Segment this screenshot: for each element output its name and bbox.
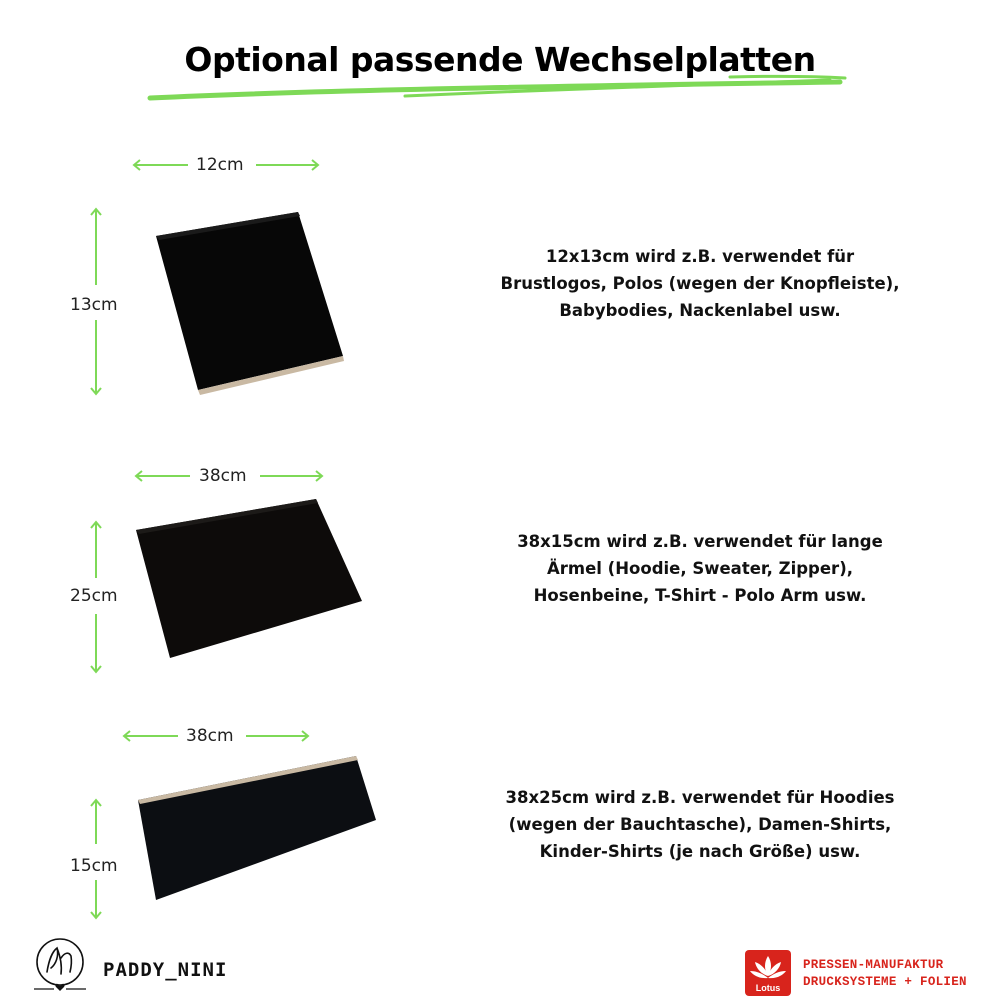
monogram-heart-icon xyxy=(30,934,90,998)
brand-name: PADDY_NINI xyxy=(103,959,228,981)
plate-2-width-label: 38cm xyxy=(199,466,247,486)
plate-3-height-label: 15cm xyxy=(70,856,118,876)
lotus-flower-icon xyxy=(745,952,791,986)
partner-line-2: DRUCKSYSTEME + FOLIEN xyxy=(803,975,967,989)
plate-2-description: 38x15cm wird z.B. verwendet für lange Ärmel (Hoodie, Sweater, Zipper), Hosenbeine, T-Shirt - Polo Arm usw. xyxy=(517,532,883,605)
plate-1-width-label: 12cm xyxy=(196,155,244,175)
plate-1-description: 12x13cm wird z.B. verwendet für Brustlogos, Polos (wegen der Knopfleiste), Babybodies, Nackenlabel usw. xyxy=(500,247,900,320)
page-title: Optional passende Wechselplatten xyxy=(184,40,816,79)
plate-2-image xyxy=(130,495,370,665)
plate-1-height-label: 13cm xyxy=(70,295,118,315)
plate-1-image xyxy=(150,208,350,398)
partner-line-1: PRESSEN-MANUFAKTUR xyxy=(803,958,944,972)
plate-3-description: 38x25cm wird z.B. verwendet für Hoodies (wegen der Bauchtasche), Damen-Shirts, Kinder-Shirts (je nach Größe) usw. xyxy=(505,788,895,861)
title-underline xyxy=(140,68,860,108)
plate-3-image xyxy=(130,750,380,905)
plate-2-height-label: 25cm xyxy=(70,586,118,606)
plate-3-width-label: 38cm xyxy=(186,726,234,746)
lotus-logo: Lotus xyxy=(745,950,791,996)
